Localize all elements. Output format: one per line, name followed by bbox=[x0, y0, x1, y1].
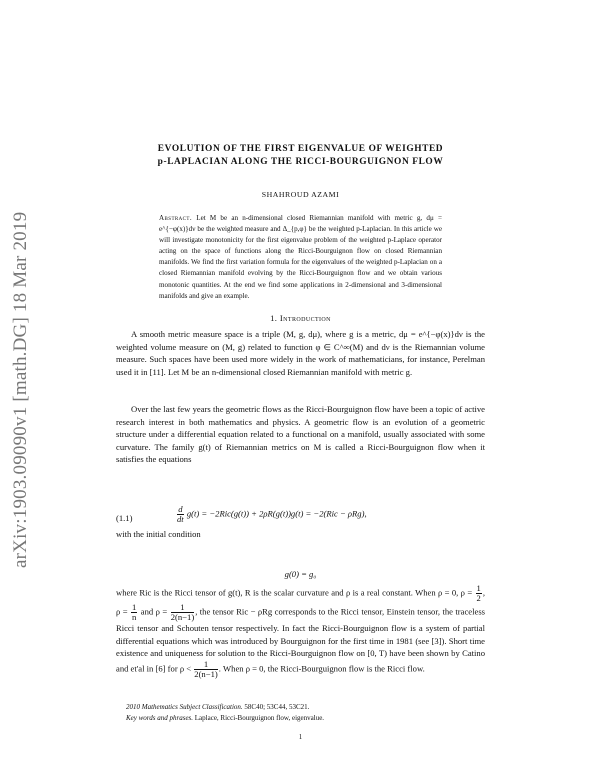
derivative-numerator: d bbox=[178, 504, 183, 514]
equation-main bbox=[176, 505, 476, 524]
paper-title bbox=[116, 143, 485, 169]
footnote-keywords-text: Laplace, Ricci-Bourguignon flow, eigenvalue. bbox=[194, 714, 325, 722]
fraction-schouten bbox=[171, 603, 194, 622]
footnote-keywords-label: Key words and phrases. bbox=[126, 714, 194, 722]
abstract bbox=[159, 213, 442, 302]
intro-paragraph-3 bbox=[116, 584, 485, 679]
fraction-one-half bbox=[476, 584, 482, 603]
footnote-msc-text: 58C40; 53C44, 53C21. bbox=[244, 703, 310, 711]
para3-part-c: and ρ = bbox=[138, 606, 170, 617]
footnote-msc-label: 2010 Mathematics Subject Classification. bbox=[126, 703, 243, 711]
fraction-numerator: 1 bbox=[476, 583, 481, 593]
fraction-one-over-n bbox=[131, 603, 137, 622]
initial-condition-text: with the initial condition bbox=[116, 529, 201, 539]
fraction-denominator: 2(n−1) bbox=[170, 612, 195, 622]
para3-part-b: , ρ = bbox=[116, 587, 485, 617]
fraction-numerator: 1 bbox=[171, 603, 194, 613]
initial-condition-equation: g(0) = g₀ bbox=[284, 569, 317, 579]
equation-label: (1.1) bbox=[116, 513, 133, 523]
footnote-keywords bbox=[116, 713, 485, 723]
fraction-denominator: n bbox=[132, 612, 137, 622]
fraction-denominator: 2 bbox=[476, 593, 481, 603]
author-name: SHAHROUD AZAMI bbox=[261, 190, 340, 199]
section-title: Introduction bbox=[279, 313, 331, 323]
para3-part-e: . When ρ = 0, the Ricci-Bourguignon flow is the Ricci flow. bbox=[218, 663, 425, 674]
title-line-1: EVOLUTION OF THE FIRST EIGENVALUE OF WEIGHTED bbox=[157, 144, 444, 154]
fraction-numerator: 1 bbox=[132, 602, 137, 612]
fraction-bound bbox=[194, 660, 217, 679]
fraction-denominator: 2(n−1) bbox=[194, 668, 218, 679]
title-line-2: p-LAPLACIAN ALONG THE RICCI-BOURGUIGNON FLOW bbox=[157, 157, 444, 167]
intro-paragraph-2: Over the last few years the geometric flows as the Ricci-Bourguignon flow have been a topic of active research interest in both mathematics and physics. A geometric flow is an evolution of a geometric structure under a differential equation related to a functional on a manifold, usually associated with some curvature. The family g(t) of Riemannian metrics on M is called a Ricci-Bourguignon flow when it satisfies the equations bbox=[116, 404, 485, 465]
section-heading bbox=[116, 313, 485, 323]
abstract-text: Let M be an n-dimensional closed Riemannian manifold with metric g, dμ = e^{−φ(x)}dν be the weighted measure and Δ_{p,φ} be the weighted p-Laplacian. In this article we will investigate monotonicity for the first eigenvalue problem of the weighted p-Laplace operator acting on the space of functions along the Ricci-Bourguignon flow on closed Riemannian manifolds. We find the first variation formula for the eigenvalues of the weighted p-Laplacian on a closed Riemannian manifold evolving by the Ricci-Bourguignon flow and we obtain various monotonic quantities. At the end we find some applications in 2-dimensional and 3-dimensional manifolds and give an example. bbox=[159, 214, 442, 300]
equation-body: g(t) = −2Ric(g(t)) + 2ρR(g(t))g(t) = −2(Ric − ρRg), bbox=[186, 508, 367, 519]
abstract-label: Abstract. bbox=[159, 214, 193, 222]
derivative-denominator: dt bbox=[177, 514, 184, 524]
footnote-msc bbox=[116, 702, 485, 712]
para3-part-a: where Ric is the Ricci tensor of g(t), R is the scalar curvature and ρ is a real constant. When ρ = 0, ρ = bbox=[116, 587, 475, 598]
page-number: 1 bbox=[298, 733, 303, 741]
arxiv-identifier: arXiv:1903.09090v1 [math.DG] 18 Mar 2019 bbox=[10, 211, 31, 569]
fraction-numerator: 1 bbox=[194, 660, 217, 670]
para3-part-d: , the tensor Ric − ρRg corresponds to the Ricci tensor, Einstein tensor, the traceless Ricci tensor and Schouten tensor respectively. In fact the Ricci-Bourguignon flow is a system of partial differential equations which was introduced by Bourguignon for the first time in 1981 (see [3]). Short time existence and uniqueness for solution to the Ricci-Bourguignon flow on [0, T) have been shown by Catino and et'al in [6] for ρ < bbox=[116, 606, 486, 674]
intro-paragraph-1: A smooth metric measure space is a triple (M, g, dμ), where g is a metric, dμ = e^{−φ(x)}dν is the weighted volume measure on (M, g) related to function φ ∈ C^∞(M) and dν is the Riemannian volume measure. Such spaces have been used more widely in the work of mathematicians, for instance, Perelman used it in [11]. Let M be an n-dimensional closed Riemannian manifold with metric g. bbox=[116, 329, 485, 377]
derivative-fraction bbox=[177, 505, 184, 524]
section-number: 1. bbox=[270, 313, 278, 323]
